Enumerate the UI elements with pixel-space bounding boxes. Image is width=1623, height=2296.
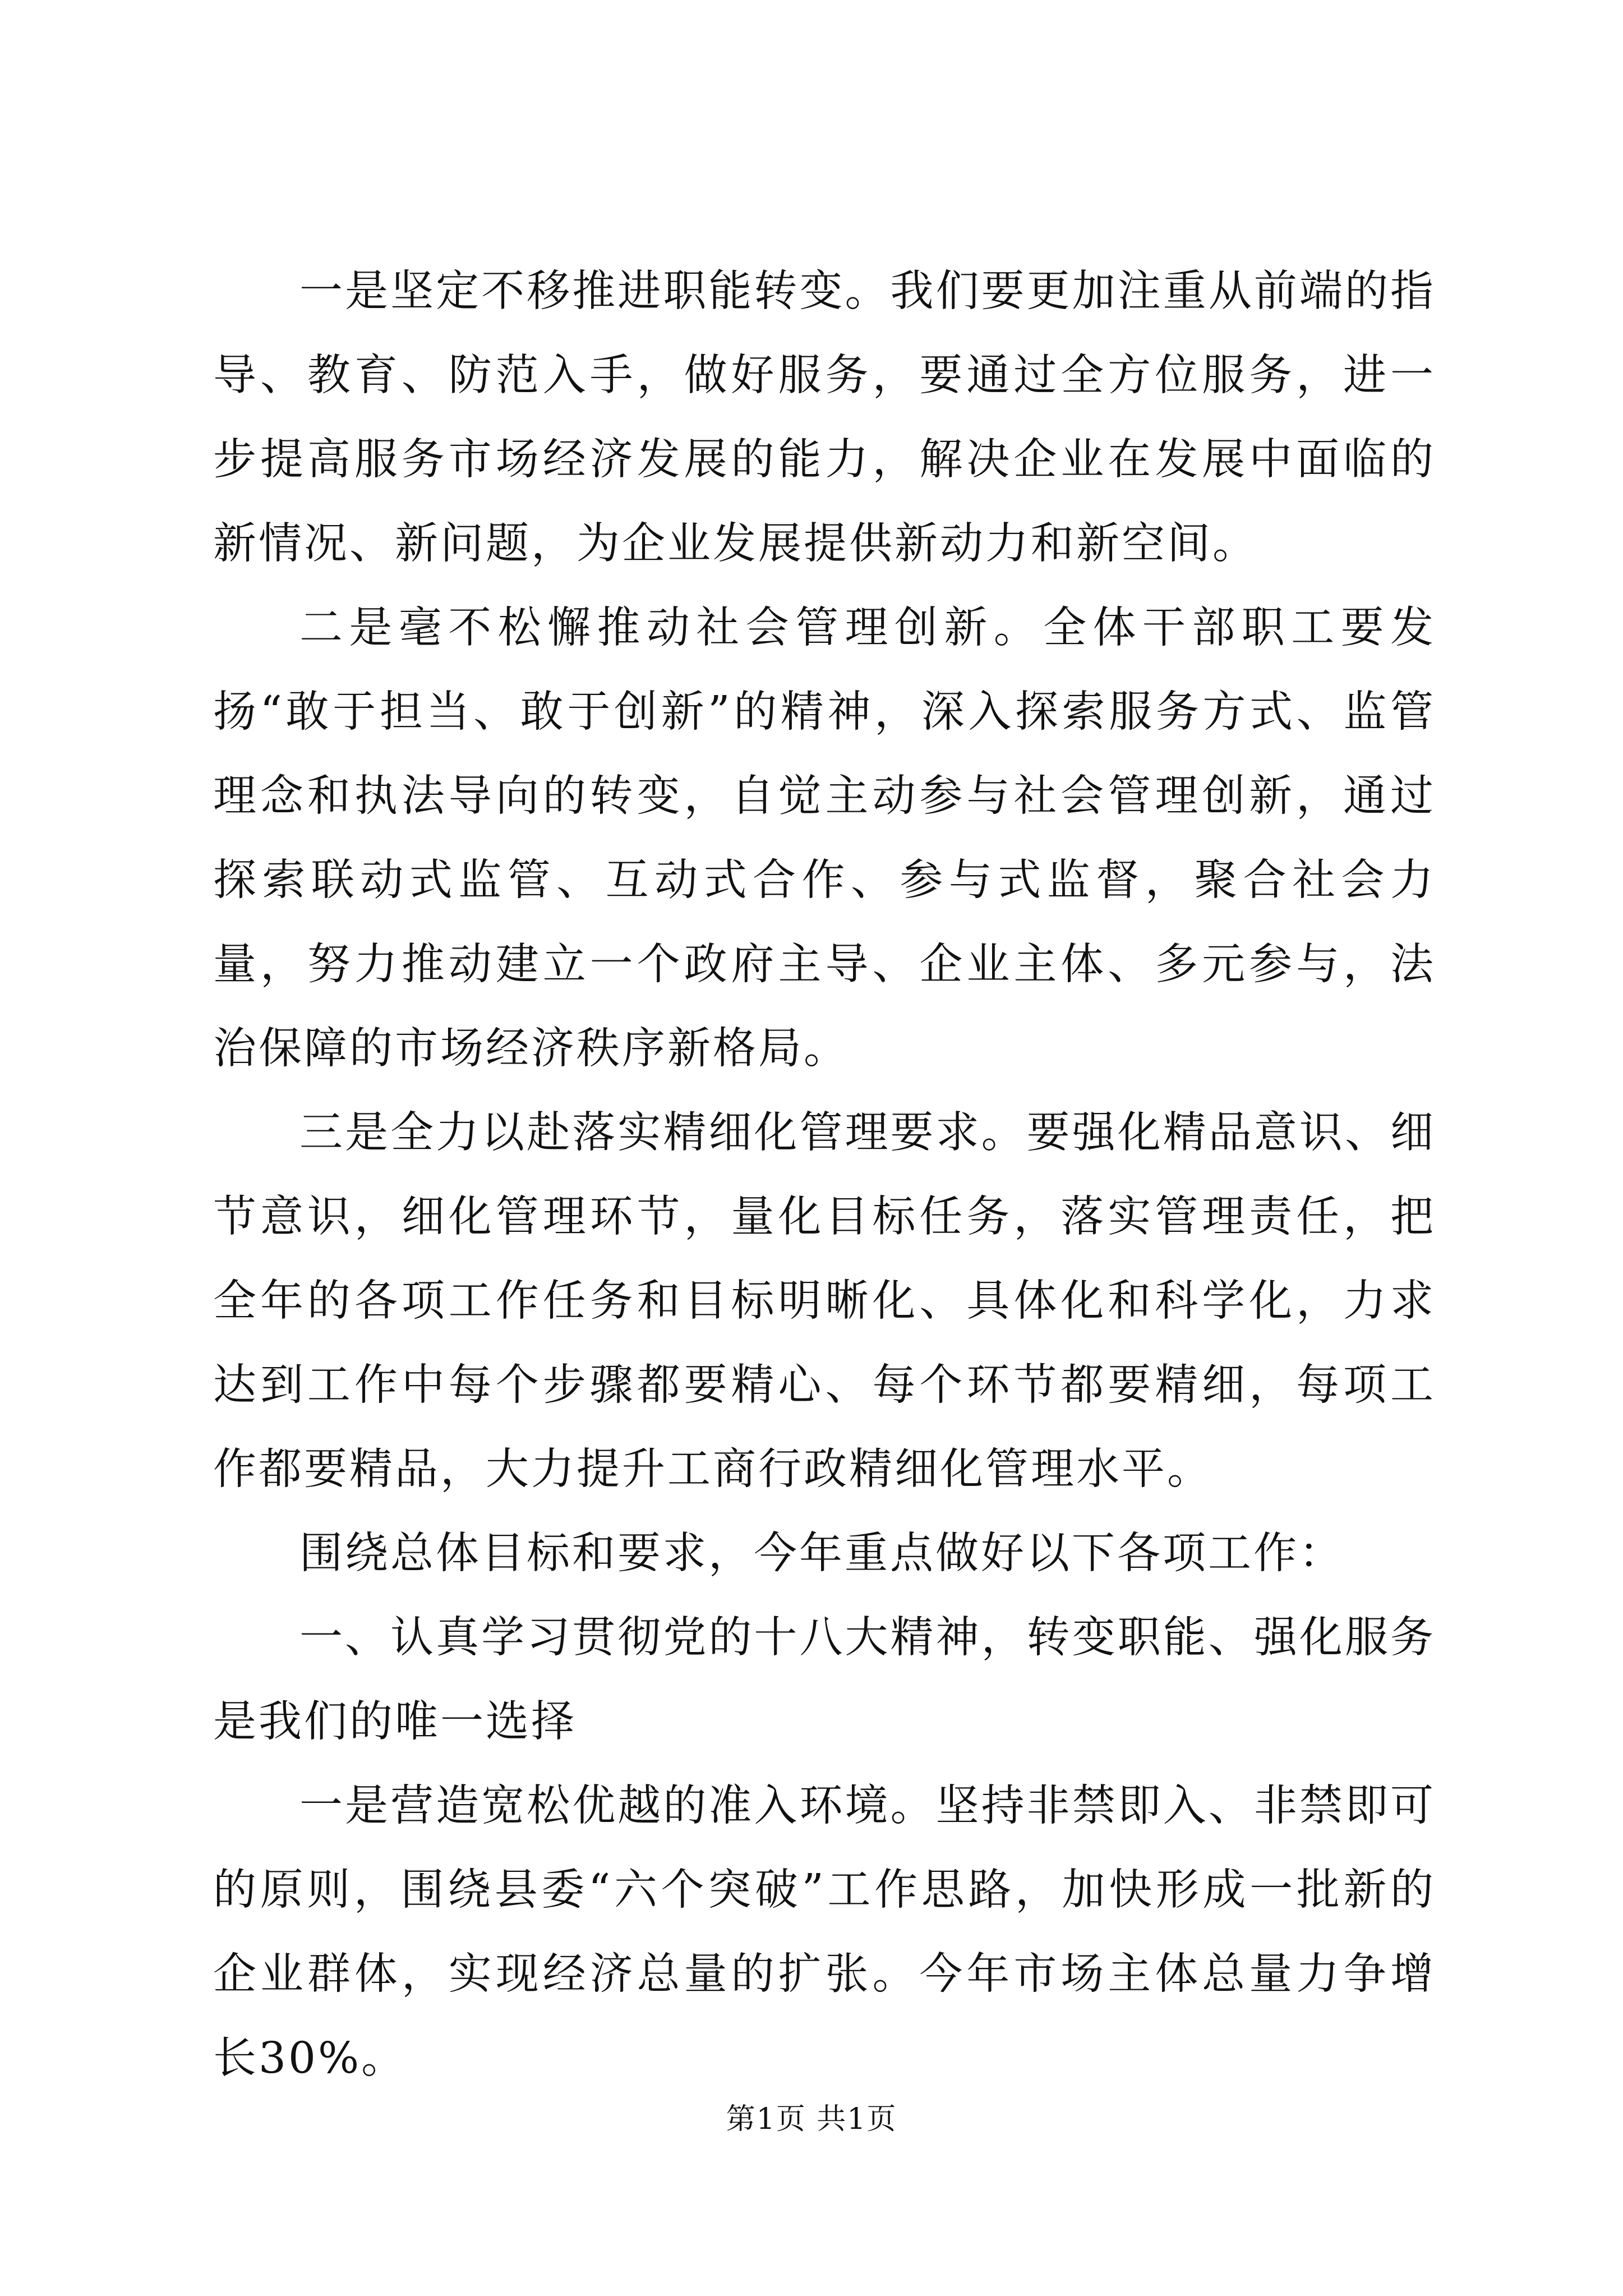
section-heading-one: 一、认真学习贯彻党的十八大精神，转变职能、强化服务是我们的唯一选择 — [213, 1613, 1436, 1747]
paragraph-function-transformation: 一是坚定不移推进职能转变。我们要更加注重从前端的指导、教育、防范入手，做好服务，要通过全方位服务，进一步提高服务市场经济发展的能力，解决企业在发展中面临的新情况、新问题，为企业发展提供新动力和新空间。 — [213, 266, 1436, 569]
paragraph-social-management-innovation: 二是毫不松懈推动社会管理创新。全体干部职工要发扬“敢于担当、敢于创新”的精神，深入探索服务方式、监管理念和执法导向的转变，自觉主动参与社会管理创新，通过探索联动式监管、互动式合作、参与式监督，聚合社会力量，努力推动建立一个政府主导、企业主体、多元参与，法治保障的市场经济秩序新格局。 — [213, 603, 1436, 1074]
document-body — [213, 250, 1436, 2101]
paragraph-key-work-intro: 围绕总体目标和要求，今年重点做好以下各项工作： — [299, 1529, 1344, 1579]
paragraph-market-access-environment: 一是营造宽松优越的准入环境。坚持非禁即入、非禁即可的原则，围绕县委“六个突破”工作思路，加快形成一批新的企业群体，实现经济总量的扩张。今年市场主体总量力争增长30%。 — [213, 1781, 1436, 2083]
page-footer — [0, 2095, 1623, 2137]
paragraph-refined-management: 三是全力以赴落实精细化管理要求。要强化精品意识、细节意识，细化管理环节，量化目标任务，落实管理责任，把全年的各项工作任务和目标明晰化、具体化和科学化，力求达到工作中每个步骤都要精心、每个环节都要精细，每项工作都要精品，大力提升工商行政精细化管理水平。 — [213, 1108, 1436, 1494]
page-number-label: 第1页 共1页 — [726, 2102, 897, 2136]
